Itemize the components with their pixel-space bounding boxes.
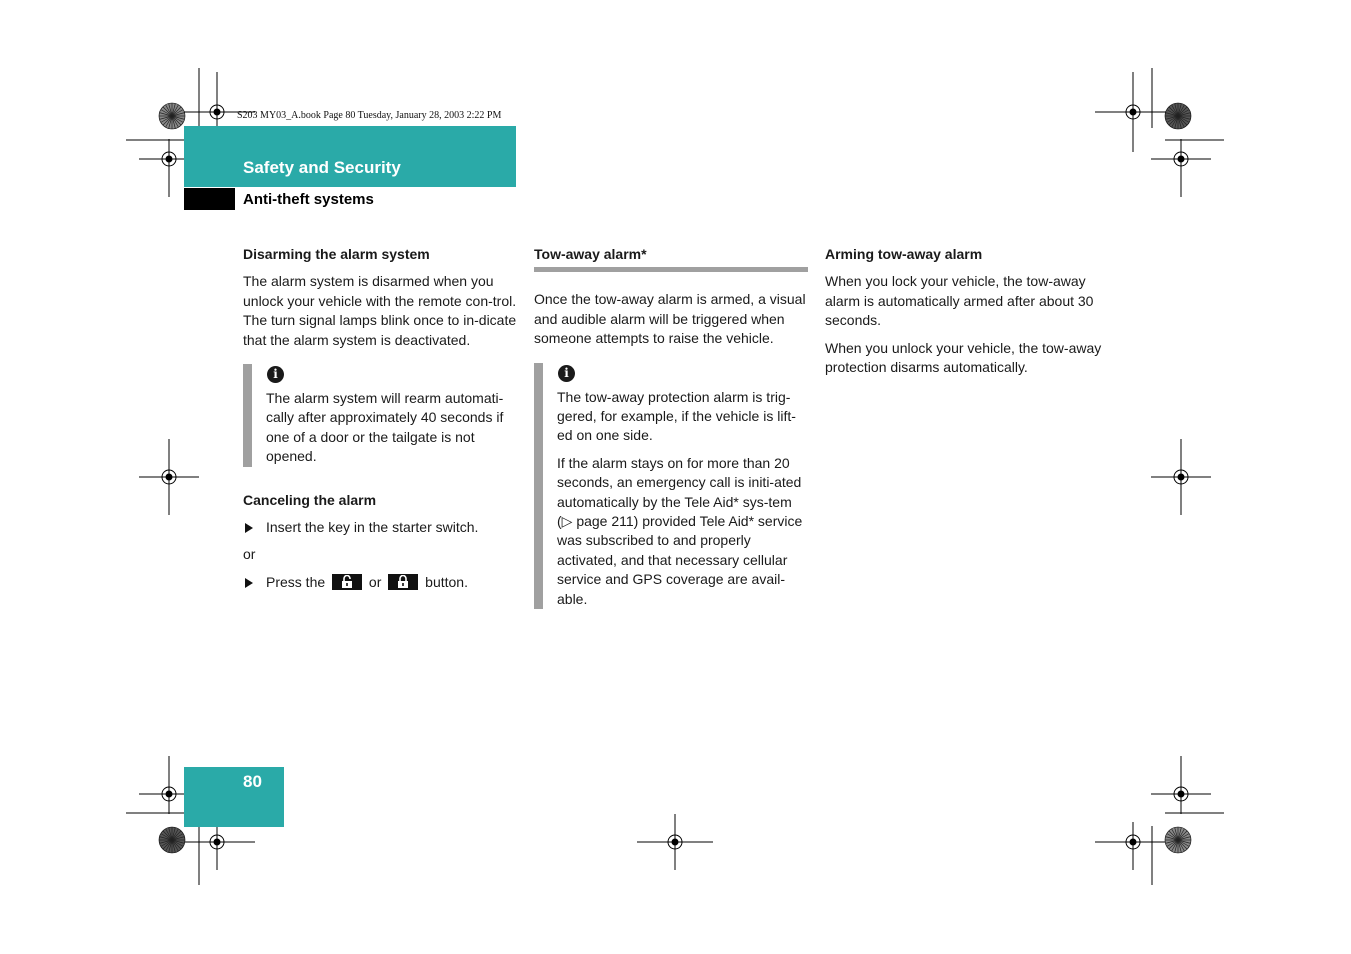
heading-disarming: Disarming the alarm system	[243, 246, 430, 262]
step-press-text-a: Press the	[266, 573, 326, 590]
note-tow-away-p1: The tow-away protection alarm is trig-gered, for example, if the vehicle is lift-ed on one side.	[557, 388, 796, 444]
page-number: 80	[243, 772, 262, 791]
para-tow-away: Once the tow-away alarm is armed, a visual and audible alarm will be triggered when someone attempts to raise the vehicle.	[534, 291, 806, 347]
note-rearm	[243, 364, 519, 467]
unlock-button-icon	[332, 574, 362, 590]
column-1	[243, 245, 519, 600]
heading-canceling: Canceling the alarm	[243, 491, 377, 508]
note-tow-away	[534, 363, 808, 609]
step-press-or: or	[368, 573, 382, 590]
column-2	[534, 245, 808, 633]
lock-button-icon	[388, 574, 418, 590]
para-disarming: The alarm system is disarmed when you unlock your vehicle with the remote con-trol. The turn signal lamps blink once to in-dicate that the alarm system is deactivated.	[243, 273, 517, 348]
triangle-bullet-icon	[245, 523, 253, 533]
subsection-title: Anti-theft systems	[243, 191, 374, 208]
file-info-line: S203 MY03_A.book Page 80 Tuesday, January 28, 2003 2:22 PM	[237, 110, 502, 121]
step-press-button	[243, 573, 519, 592]
or-text: or	[243, 546, 256, 563]
section-title: Safety and Security	[243, 158, 401, 177]
para-arming-2: When you unlock your vehicle, the tow-away protection disarms automatically.	[825, 339, 1102, 376]
heading-tow-away: Tow-away alarm*	[534, 245, 808, 272]
info-icon: i	[267, 366, 284, 383]
step-insert-key-text: Insert the key in the starter switch.	[266, 519, 479, 536]
heading-arming: Arming tow-away alarm	[825, 246, 983, 262]
step-press-text-b: button.	[425, 573, 468, 590]
page-number-box	[184, 767, 284, 827]
note-tow-away-p2: If the alarm stays on for more than 20 seconds, an emergency call is initi-ated automatically by the Tele Aid* sys-tem (▷ page 211) provided Tele Aid* service was subscribed to and properly activated, and that necessary cellular service and GPS coverage are avail-able.	[557, 454, 803, 607]
note-rearm-text: The alarm system will rearm automati-cally after approximately 40 seconds if one of a door or the tailgate is not opened.	[266, 390, 504, 465]
triangle-bullet-icon	[245, 578, 253, 588]
info-icon: i	[558, 365, 575, 382]
subsection-tab	[184, 188, 235, 210]
column-3	[825, 245, 1105, 385]
step-insert-key	[243, 518, 519, 537]
para-arming-1: When you lock your vehicle, the tow-away alarm is automatically armed after about 30 seconds.	[825, 273, 1094, 329]
